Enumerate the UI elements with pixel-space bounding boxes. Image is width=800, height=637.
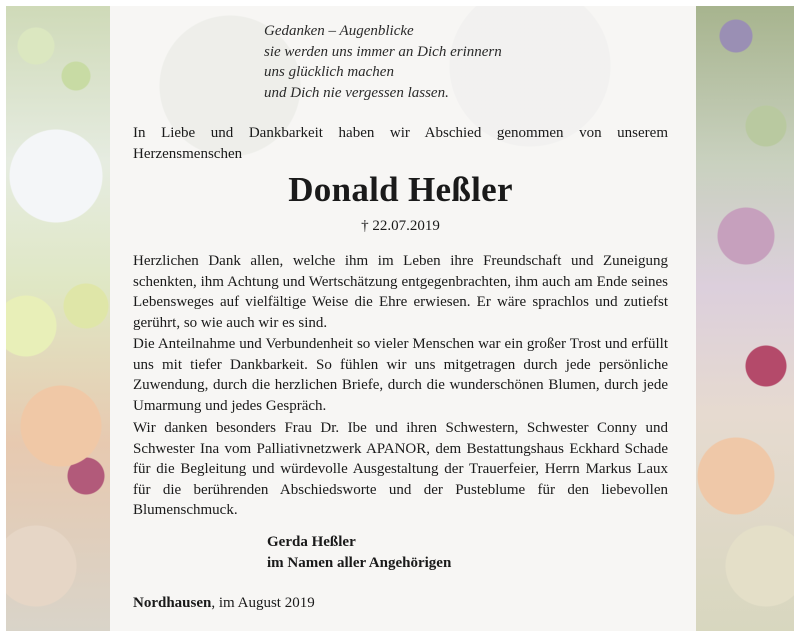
place-city: Nordhausen bbox=[133, 595, 212, 611]
floral-border-right bbox=[696, 6, 794, 631]
quote-line: uns glücklich machen bbox=[264, 64, 394, 80]
memorial-quote bbox=[264, 21, 594, 103]
thanks-paragraph-2: Die Anteilnahme und Verbundenheit so vieler Menschen war ein großer Trost und erfüllt uns mit tiefer Dankbarkeit. So fühlen wir uns mitgetragen durch jede persönliche Zuwendung, durch die herzlichen Briefe, durch die wunderschönen Blumen, durch jede Umarmung und jedes Gespräch. bbox=[133, 336, 668, 414]
quote-line: Gedanken – Augenblicke bbox=[264, 23, 414, 39]
signature-line: im Namen aller Angehörigen bbox=[267, 555, 452, 571]
floral-border-left bbox=[6, 6, 110, 631]
death-date: † 22.07.2019 bbox=[361, 218, 440, 234]
thanks-paragraph-3: Wir danken besonders Frau Dr. Ibe und ihren Schwestern, Schwester Conny und Schwester Ina vom Palliativnetzwerk APANOR, dem Bestattungshaus Eckhard Schade für die Begleitung und würdevolle Ausgestaltung der Trauerfeier, Herrn Markus Laux für die berührenden Abschiedsworte und der Pusteblume für den liebevollen Blumenschmuck. bbox=[133, 420, 668, 519]
deceased-name: Donald Heßler bbox=[288, 170, 513, 209]
thanks-paragraph-1: Herzlichen Dank allen, welche ihm im Leben ihre Freundschaft und Zuneigung schenkten, ihm Achtung und Wertschätzung entgegenbrachten, ihm auch am Ende seines Lebensweges auf vielfältige Weise die Ehre erwiesen. Er wäre sprachlos und zutiefst gerührt, so wie auch wir es sind. bbox=[133, 253, 668, 331]
signature bbox=[267, 532, 451, 574]
quote-line: und Dich nie vergessen lassen. bbox=[264, 84, 449, 101]
place-date-text: , im August 2019 bbox=[211, 595, 315, 611]
place-date bbox=[133, 593, 315, 613]
quote-line: sie werden uns immer an Dich erinnern bbox=[264, 43, 502, 60]
intro-text: In Liebe und Dankbarkeit haben wir Abschied genommen von unserem Herzensmenschen bbox=[133, 125, 668, 162]
signature-name: Gerda Heßler bbox=[267, 534, 356, 550]
